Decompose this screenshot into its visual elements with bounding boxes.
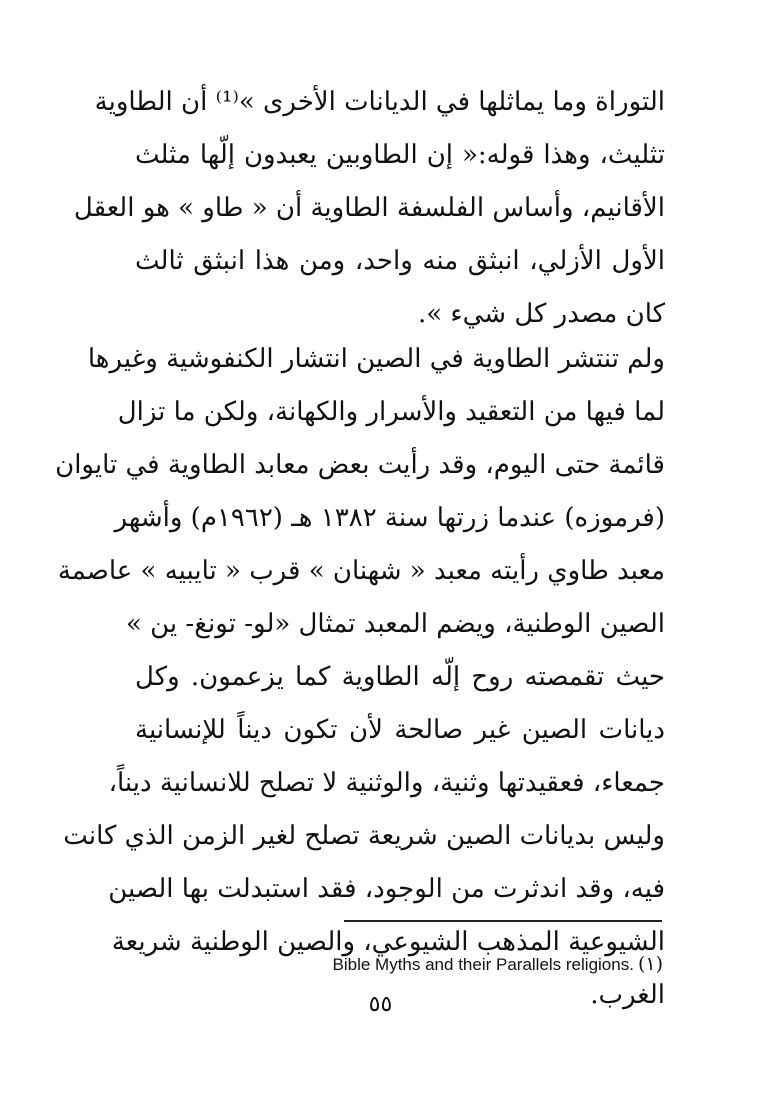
- paragraph-1-line: التوراة وما يماثلها في الديانات الأخرى »⁽¹⁾ أن الطاوية: [94, 87, 665, 117]
- paragraph-2-line: معبد طاوي رأيته معبد « شهنان » قرب « تايبيه » عاصمة: [57, 556, 665, 586]
- footnote-text: Bible Myths and their Parallels religions.: [332, 955, 634, 974]
- paragraph-1: [73, 76, 665, 341]
- footnote: [183, 950, 663, 979]
- paragraph-2-line: ديانات الصين غير صالحة لأن تكون ديناً للإنسانية: [135, 715, 665, 745]
- paragraph-2-line: ولم تنتشر الطاوية في الصين انتشار الكنفوشية وغيرها: [87, 344, 665, 374]
- paragraph-2-line: جمعاء، فعقيدتها وثنية، والوثنية لا تصلح للانسانية ديناً،: [108, 768, 665, 798]
- paragraph-1-line: الأول الأزلي، انبثق منه واحد، ومن هذا انبثق ثالث: [135, 246, 665, 276]
- paragraph-1-line: كان مصدر كل شيء ».: [417, 299, 665, 329]
- paragraph-2-line: قائمة حتى اليوم، وقد رأيت بعض معابد الطاوية في تايوان: [55, 450, 665, 480]
- page-number: ٥٥: [368, 992, 393, 1017]
- paragraph-1-line: تثليث، وهذا قوله:« إن الطاوبين يعبدون إلّها مثلث: [135, 140, 665, 170]
- paragraph-2-line: (فرموزه) عندما زرتها سنة ١٣٨٢ هـ (١٩٦٢م) وأشهر: [114, 503, 665, 533]
- paragraph-2-line: الشيوعية المذهب الشيوعي، والصين الوطنية شريعة: [111, 927, 665, 957]
- paragraph-2-line: الصين الوطنية، ويضم المعبد تمثال «لو- تونغ- ين »: [125, 609, 665, 639]
- paragraph-2-line: لما فيها من التعقيد والأسرار والكهانة، ولكن ما تزال: [117, 397, 665, 427]
- footnote-marker: (١): [637, 953, 663, 975]
- paragraph-2-line: الغرب.: [590, 980, 665, 1010]
- paragraph-1-line: الأقانيم، وأساس الفلسفة الطاوية أن « طاو » هو العقل: [73, 193, 665, 223]
- paragraph-2-line: وليس بديانات الصين شريعة تصلح لغير الزمن الذي كانت: [63, 821, 665, 851]
- paragraph-2: [55, 333, 665, 1022]
- paragraph-2-line: فيه، وقد اندثرت من الوجود، فقد استبدلت بها الصين: [108, 874, 665, 904]
- footnote-separator: [344, 920, 662, 922]
- paragraph-2-line: حيث تقمصته روح إلّه الطاوية كما يزعمون. وكل: [135, 662, 665, 692]
